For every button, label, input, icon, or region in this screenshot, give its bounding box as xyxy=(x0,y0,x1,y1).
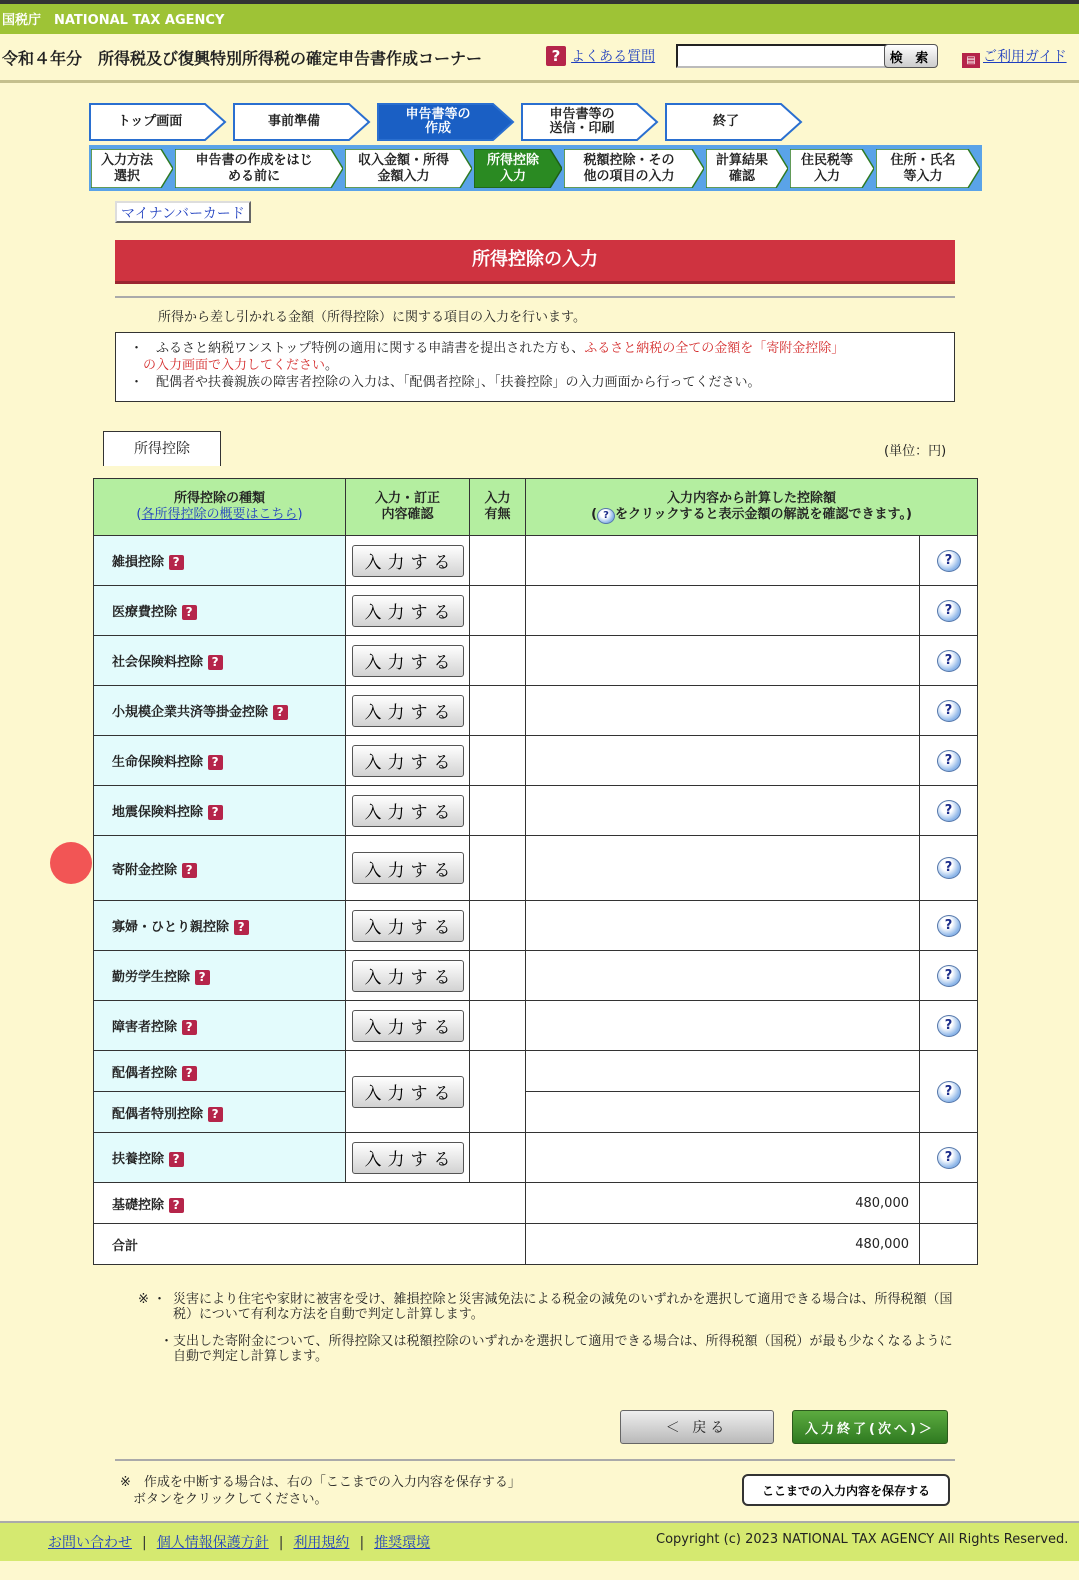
table-row xyxy=(94,1133,978,1183)
question-icon[interactable]: ? xyxy=(169,1152,184,1167)
header-amount: 入力内容から計算した控除額 ( ? をクリックすると表示金額の解説を確認できます。) xyxy=(526,479,978,536)
deduction-name: 生命保険料控除 ? xyxy=(94,736,346,786)
input-button[interactable]: 入力する xyxy=(352,1142,464,1174)
header-status: 入力 有無 xyxy=(470,479,526,536)
table-row-spouse xyxy=(94,1051,978,1092)
overview-link[interactable]: 各所得控除の概要はこちら xyxy=(141,507,298,522)
question-icon[interactable]: ? xyxy=(208,1107,223,1122)
notice-line-2: の入力画面で入力してください。 xyxy=(130,358,339,373)
notice-box xyxy=(115,332,955,402)
deduction-name: 配偶者特別控除 ? xyxy=(94,1092,346,1133)
amount-cell xyxy=(526,1092,920,1133)
guide-link[interactable]: ご利用ガイド xyxy=(983,49,1067,65)
question-icon[interactable]: ? xyxy=(208,755,223,770)
question-icon[interactable]: ? xyxy=(182,1020,197,1035)
table-row-spouse-special xyxy=(94,1092,978,1133)
status-cell xyxy=(470,836,526,901)
input-button[interactable]: 入力する xyxy=(352,695,464,727)
footer-link-contact[interactable]: お問い合わせ xyxy=(48,1535,132,1551)
table-row xyxy=(94,586,978,636)
table-row xyxy=(94,636,978,686)
notes xyxy=(138,1292,958,1376)
substep-input-method[interactable] xyxy=(91,149,173,188)
page-title: 所得控除の入力 xyxy=(115,240,955,284)
substep-before-start[interactable] xyxy=(175,149,343,188)
question-icon[interactable]: ? xyxy=(273,705,288,720)
save-progress-button[interactable]: ここまでの入力内容を保存する xyxy=(742,1474,950,1506)
input-button[interactable]: 入力する xyxy=(352,1010,464,1042)
input-button[interactable]: 入力する xyxy=(352,545,464,577)
status-cell xyxy=(470,686,526,736)
status-cell xyxy=(470,1133,526,1183)
input-button[interactable]: 入力する xyxy=(352,910,464,942)
header-divider xyxy=(0,80,1079,83)
question-icon[interactable]: ? xyxy=(195,970,210,985)
step-finish xyxy=(665,103,803,141)
deduction-name: 障害者控除 ? xyxy=(94,1001,346,1051)
note-item: ※ ・ 災害により住宅や家財に被害を受け、雑損控除と災害減免法による税金の減免のいずれかを選択して適用できる場合は、所得税額（国税）について有利な方法を自動で判定し計算します。 xyxy=(138,1292,953,1322)
substep-label: 計算結果 確認 xyxy=(715,152,768,184)
deduction-name: 寄附金控除 ? xyxy=(94,836,346,901)
back-button[interactable]: ＜ 戻る xyxy=(620,1410,774,1444)
bottom-divider xyxy=(115,1459,955,1461)
footer-links: お問い合わせ | 個人情報保護方針 | 利用規約 | 推奨環境 xyxy=(48,1535,431,1551)
header-kind: 所得控除の種類 (各所得控除の概要はこちら) xyxy=(94,479,346,536)
step-preparation[interactable] xyxy=(233,103,371,141)
mynumber-card-button[interactable]: マイナンバーカード xyxy=(115,201,251,223)
input-button[interactable]: 入力する xyxy=(352,745,464,777)
unit-label: (単位：円) xyxy=(884,444,947,459)
total-amount: 480,000 xyxy=(526,1224,920,1265)
help-icon[interactable]: ? xyxy=(937,915,961,937)
substep-label: 入力方法 選択 xyxy=(100,152,153,184)
question-icon[interactable]: ? xyxy=(208,655,223,670)
table-row xyxy=(94,1001,978,1051)
status-cell xyxy=(470,1001,526,1051)
amount-cell xyxy=(526,951,920,1001)
status-cell xyxy=(470,586,526,636)
step-label: 事前準備 xyxy=(267,114,320,129)
basic-deduction-row xyxy=(94,1183,978,1224)
substep-label: 住民税等 入力 xyxy=(800,152,853,184)
deduction-name: 配偶者控除 ? xyxy=(94,1051,346,1092)
help-icon[interactable]: ? xyxy=(937,650,961,672)
copyright: Copyright (c) 2023 NATIONAL TAX AGENCY All Rights Reserved. xyxy=(656,1532,1069,1547)
step-label: 申告書等の 作成 xyxy=(405,107,471,136)
table-row xyxy=(94,836,978,901)
question-icon[interactable]: ? xyxy=(208,805,223,820)
notice-line-3: ・ 配偶者や扶養親族の障害者控除の入力は、「配偶者控除」、「扶養控除」の入力画面から行ってください。 xyxy=(130,375,761,390)
intro-text: 所得から差し引かれる金額（所得控除）に関する項目の入力を行います。 xyxy=(158,310,586,325)
deduction-name: 扶養控除 ? xyxy=(94,1133,346,1183)
substep-label: 収入金額・所得 金額入力 xyxy=(357,152,449,184)
input-button[interactable]: 入力する xyxy=(352,852,464,884)
substep-deductions xyxy=(474,149,562,188)
amount-cell xyxy=(526,636,920,686)
help-icon: ? xyxy=(597,508,615,524)
help-icon[interactable]: ? xyxy=(937,750,961,772)
step-label: 申告書等の 送信・印刷 xyxy=(549,107,615,136)
header-action: 入力・訂正 内容確認 xyxy=(346,479,470,536)
help-icon[interactable]: ? xyxy=(937,800,961,822)
table-row xyxy=(94,951,978,1001)
question-icon[interactable]: ? xyxy=(546,46,566,66)
question-icon[interactable]: ? xyxy=(182,863,197,878)
table-row xyxy=(94,536,978,586)
note-item: ・ 支出した寄附金について、所得控除又は税額控除のいずれかを選択して適用できる場合は、所得税額（国税）が最も少なくなるように自動で判定し計算します。 xyxy=(160,1334,953,1364)
search-button[interactable]: 検 索 xyxy=(884,44,938,68)
table-row xyxy=(94,686,978,736)
help-icon[interactable]: ? xyxy=(937,1081,961,1103)
help-icon[interactable]: ? xyxy=(937,1015,961,1037)
agency-name: 国税庁 NATIONAL TAX AGENCY xyxy=(2,13,225,28)
step-create-return xyxy=(377,103,515,141)
bottom-strip xyxy=(0,1561,1079,1580)
deduction-name: 雑損控除 ? xyxy=(94,536,346,586)
table-row xyxy=(94,901,978,951)
substep-resident-tax xyxy=(790,149,874,188)
amount-cell xyxy=(526,1001,920,1051)
step-label: 終了 xyxy=(712,114,739,129)
status-cell xyxy=(470,901,526,951)
status-cell xyxy=(470,736,526,786)
amount-cell xyxy=(526,736,920,786)
question-icon[interactable]: ? xyxy=(169,555,184,570)
substep-label: 申告書の作成をはじ める前に xyxy=(195,152,313,184)
substep-income[interactable] xyxy=(345,149,472,188)
amount-cell xyxy=(526,1133,920,1183)
deduction-table xyxy=(93,478,978,1265)
deduction-name: 地震保険料控除 ? xyxy=(94,786,346,836)
basic-deduction-amount: 480,000 xyxy=(526,1183,920,1224)
footer-link-environment[interactable]: 推奨環境 xyxy=(374,1535,431,1551)
substep-label: 住所・氏名 等入力 xyxy=(890,152,956,184)
amount-cell xyxy=(526,1051,920,1092)
step-send-print xyxy=(521,103,659,141)
input-button[interactable]: 入力する xyxy=(352,960,464,992)
substep-tax-credits xyxy=(564,149,704,188)
help-icon[interactable]: ? xyxy=(937,857,961,879)
status-cell xyxy=(470,636,526,686)
total-label: 合計 xyxy=(94,1224,526,1265)
basic-deduction-label: 基礎控除 ? xyxy=(94,1183,526,1224)
substep-address xyxy=(876,149,980,188)
status-cell xyxy=(470,951,526,1001)
question-icon[interactable]: ? xyxy=(182,605,197,620)
amount-cell xyxy=(526,536,920,586)
question-icon[interactable]: ? xyxy=(234,920,249,935)
status-cell xyxy=(470,536,526,586)
footer-link-privacy[interactable]: 個人情報保護方針 xyxy=(156,1535,269,1551)
input-button[interactable]: 入力する xyxy=(352,795,464,827)
amount-cell xyxy=(526,786,920,836)
save-message: ※ 作成を中断する場合は、右の「ここまでの入力内容を保存する」 ボタンをクリックしてください。 xyxy=(120,1475,521,1507)
help-icon[interactable]: ? xyxy=(937,965,961,987)
footer-link-terms[interactable]: 利用規約 xyxy=(293,1535,350,1551)
amount-cell xyxy=(526,586,920,636)
deduction-name: 寡婦・ひとり親控除 ? xyxy=(94,901,346,951)
deduction-name: 勤労学生控除 ? xyxy=(94,951,346,1001)
question-icon[interactable]: ? xyxy=(182,1066,197,1081)
status-cell xyxy=(470,786,526,836)
search-input[interactable] xyxy=(676,44,888,68)
input-button[interactable]: 入力する xyxy=(352,1076,464,1108)
deduction-name: 社会保険料控除 ? xyxy=(94,636,346,686)
step-label: トップ画面 xyxy=(117,114,183,129)
next-button[interactable]: 入力終了(次へ)＞ xyxy=(792,1410,948,1444)
tab-income-deduction: 所得控除 xyxy=(103,431,221,466)
title-divider xyxy=(115,296,955,298)
help-icon[interactable]: ? xyxy=(937,700,961,722)
help-icon[interactable]: ? xyxy=(937,550,961,572)
status-cell xyxy=(470,1051,526,1133)
deduction-name: 医療費控除 ? xyxy=(94,586,346,636)
help-icon[interactable]: ? xyxy=(937,1147,961,1169)
amount-cell xyxy=(526,901,920,951)
faq-link-group[interactable] xyxy=(546,46,655,66)
question-icon[interactable]: ? xyxy=(169,1198,184,1213)
app-title: 令和４年分 所得税及び復興特別所得税の確定申告書作成コーナー xyxy=(2,49,483,68)
help-icon[interactable]: ? xyxy=(937,600,961,622)
substep-result xyxy=(706,149,788,188)
table-row xyxy=(94,736,978,786)
input-button[interactable]: 入力する xyxy=(352,595,464,627)
total-row xyxy=(94,1224,978,1265)
substep-label: 所得控除 入力 xyxy=(486,152,539,184)
table-header-row xyxy=(94,479,978,536)
substep-label: 税額控除・その 他の項目の入力 xyxy=(583,152,675,184)
guide-link-group[interactable] xyxy=(962,46,1067,68)
step-top[interactable] xyxy=(89,103,227,141)
notice-line-1: ・ ふるさと納税ワンストップ特例の適用に関する申請書を提出された方も、ふるさと納税の全ての金額を「寄附金控除」 xyxy=(130,341,845,356)
deduction-name: 小規模企業共済等掛金控除 ? xyxy=(94,686,346,736)
amount-cell xyxy=(526,836,920,901)
amount-cell xyxy=(526,686,920,736)
table-row xyxy=(94,786,978,836)
faq-link[interactable]: よくある質問 xyxy=(571,49,656,65)
touch-indicator xyxy=(50,842,92,884)
input-button[interactable]: 入力する xyxy=(352,645,464,677)
book-icon: ▤ xyxy=(962,53,980,68)
